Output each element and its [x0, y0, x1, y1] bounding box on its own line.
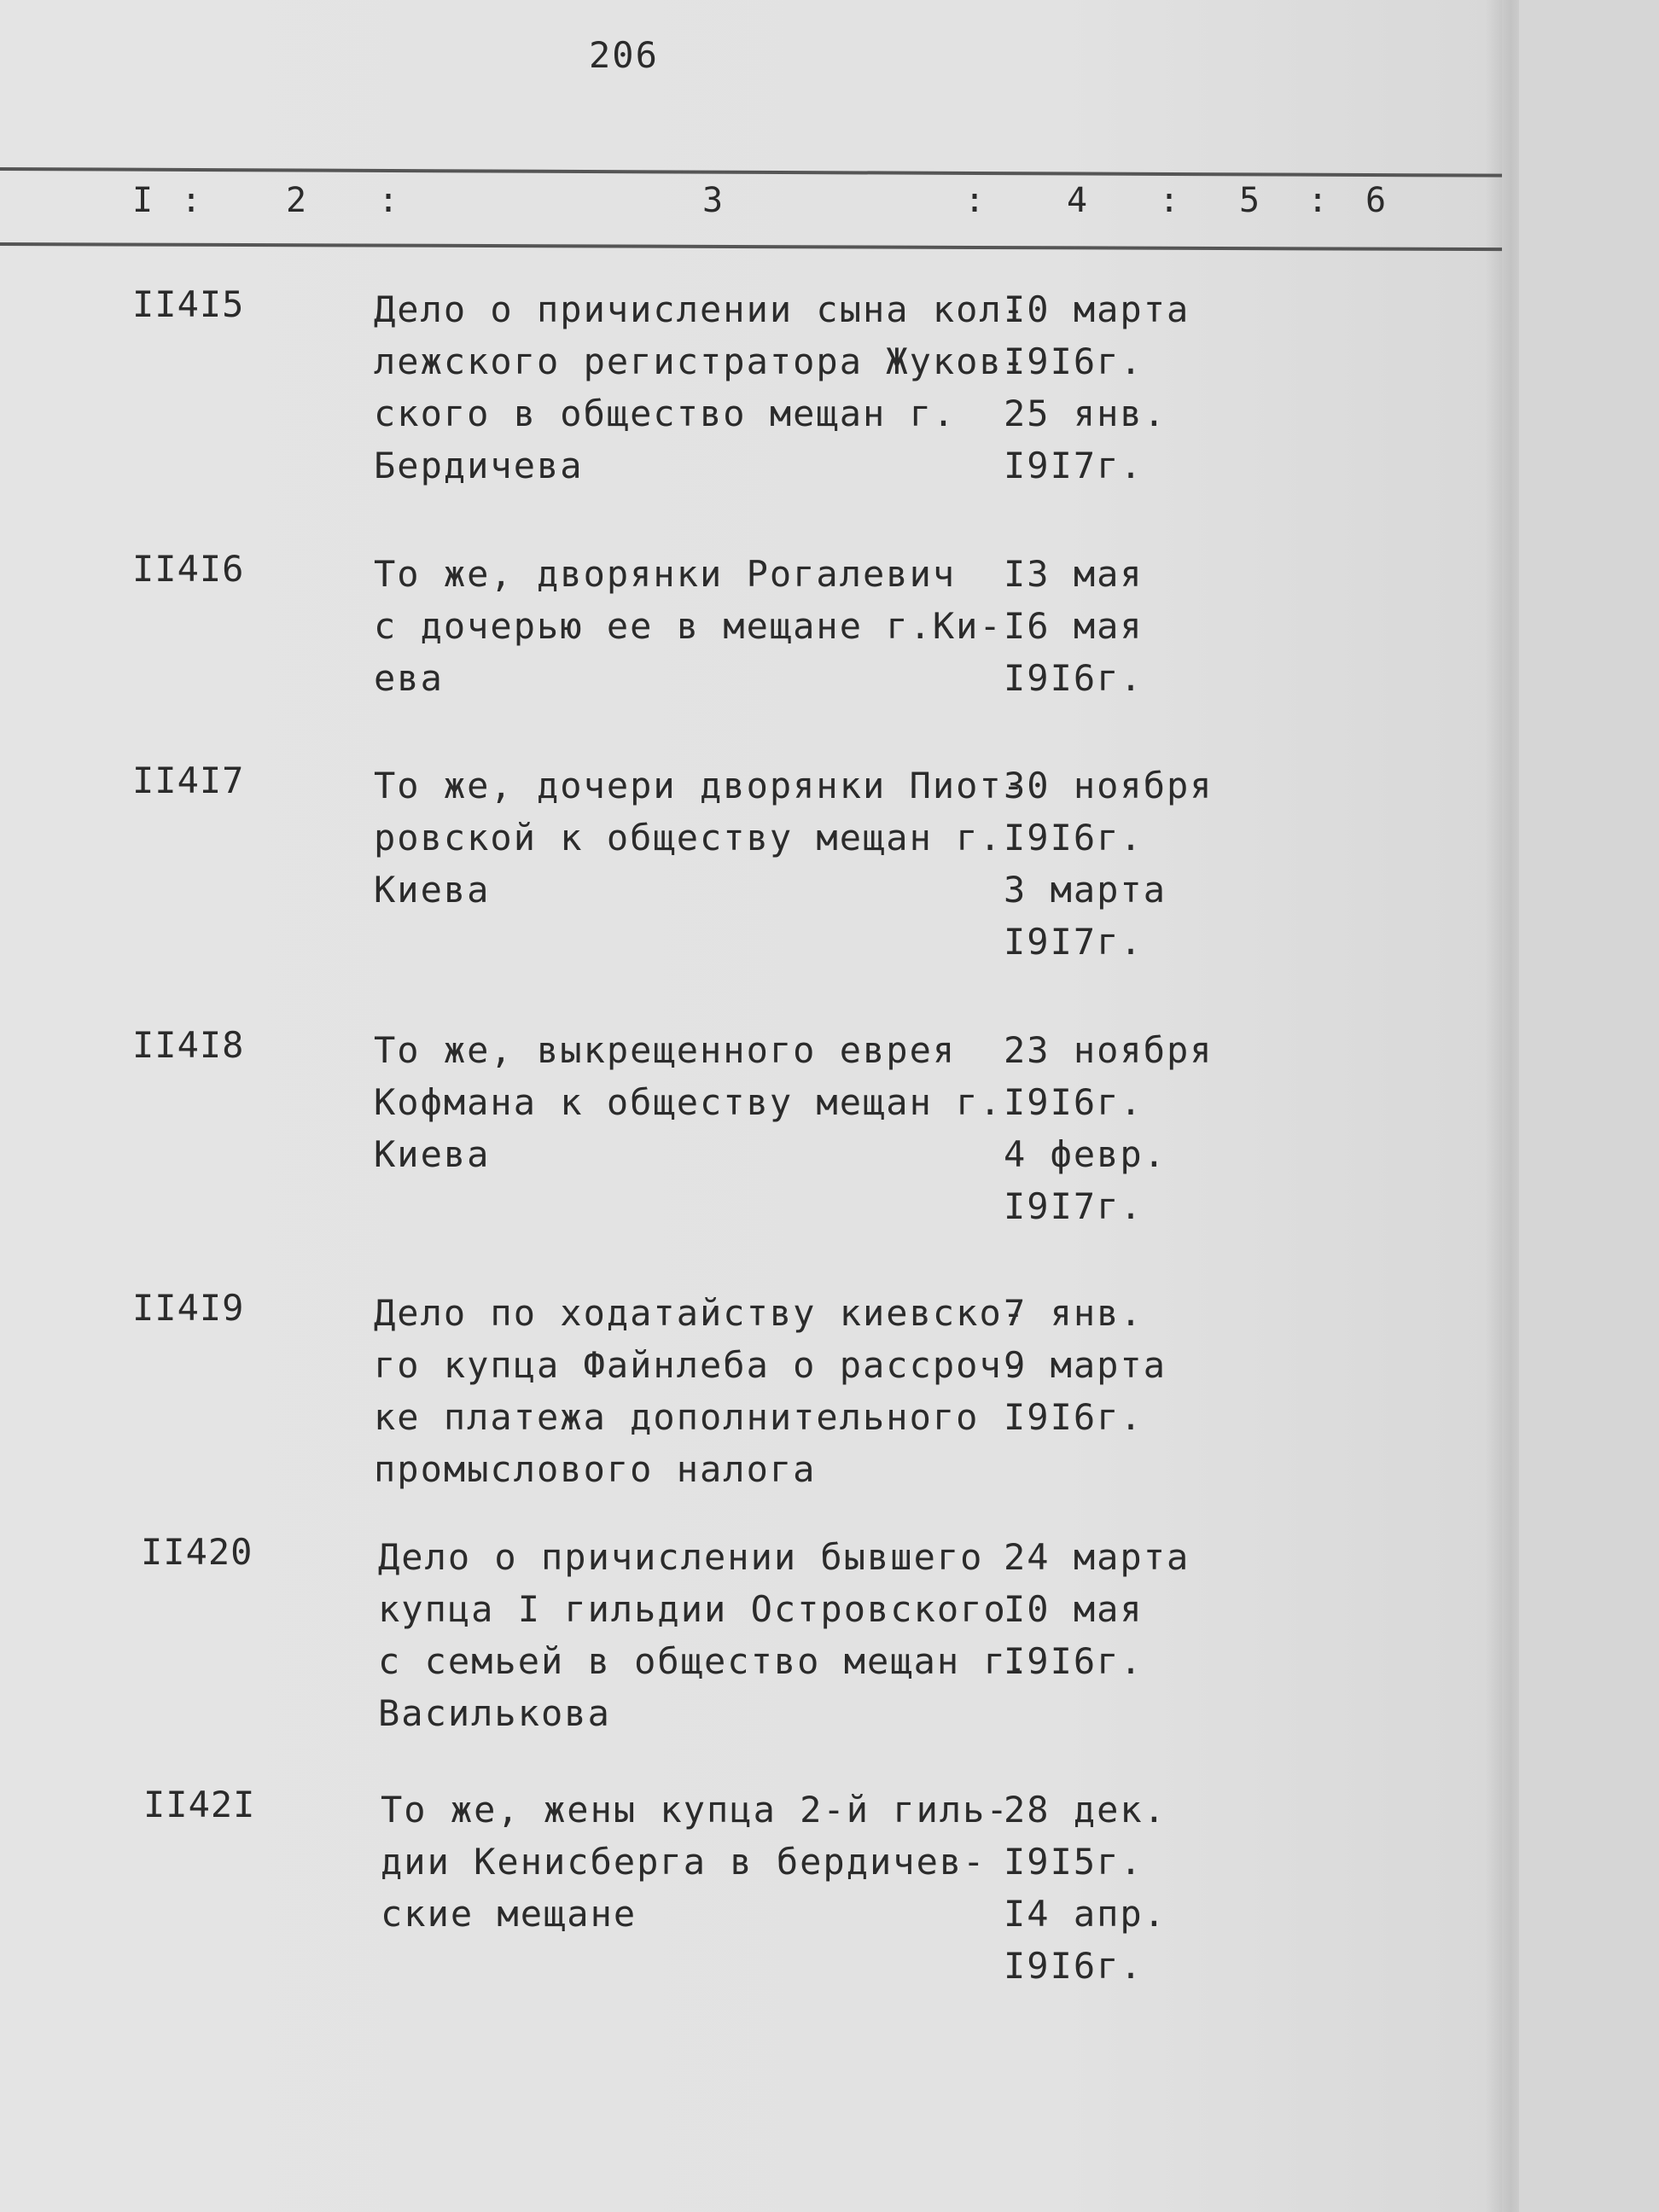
- title-line: Киева: [374, 1133, 491, 1175]
- title-line: го купца Файнлеба о рассроч-: [374, 1344, 1027, 1386]
- date-line: 28 дек.: [1004, 1789, 1167, 1831]
- date-line: I6 мая: [1004, 605, 1144, 647]
- page-number: 206: [589, 34, 659, 76]
- file-number: II4I9: [132, 1287, 245, 1329]
- date-line: I0 мая: [1004, 1588, 1144, 1630]
- title-line: промыслового налога: [374, 1448, 817, 1490]
- file-dates: [1004, 1024, 1260, 1232]
- title-line: ского в общество мещан г.: [374, 393, 957, 434]
- column-header-1: I: [132, 181, 154, 220]
- column-separator: :: [1159, 181, 1180, 220]
- date-line: I3 мая: [1004, 553, 1144, 595]
- date-line: 9 марта: [1004, 1344, 1167, 1386]
- date-line: 7 янв.: [1004, 1292, 1144, 1334]
- date-line: I9I6г.: [1004, 1640, 1144, 1682]
- column-separator: :: [378, 181, 399, 220]
- file-title: [381, 1784, 1010, 1940]
- file-number: II4I8: [132, 1024, 245, 1066]
- file-dates: [1004, 548, 1260, 704]
- column-header-5: 5: [1239, 181, 1260, 220]
- title-line: Киева: [374, 869, 491, 911]
- title-line: То же, выкрещенного еврея: [374, 1029, 957, 1071]
- date-line: I9I5г.: [1004, 1841, 1144, 1883]
- file-dates: [1004, 1531, 1260, 1687]
- date-line: I4 апр.: [1004, 1893, 1167, 1935]
- title-line: дии Кенисберга в бердичев-: [381, 1841, 987, 1883]
- file-dates: [1004, 283, 1260, 492]
- file-dates: [1004, 1784, 1260, 1992]
- file-number: II4I6: [132, 548, 245, 590]
- column-header-2: 2: [286, 181, 307, 220]
- date-line: 23 ноября: [1004, 1029, 1214, 1071]
- title-line: ке платежа дополнительного: [374, 1396, 980, 1438]
- date-line: I9I6г.: [1004, 1396, 1144, 1438]
- date-line: I9I6г.: [1004, 1081, 1144, 1123]
- file-dates: [1004, 1287, 1260, 1443]
- title-line: с дочерью ее в мещане г.Ки-: [374, 605, 1003, 647]
- file-number: II4I7: [132, 760, 245, 801]
- date-line: 3 марта: [1004, 869, 1167, 911]
- file-title: [374, 283, 1027, 492]
- date-line: 25 янв.: [1004, 393, 1167, 434]
- title-line: лежского регистратора Жуков-: [374, 341, 1027, 382]
- column-separator: :: [964, 181, 986, 220]
- date-line: 30 ноября: [1004, 765, 1214, 806]
- date-line: 24 марта: [1004, 1536, 1190, 1578]
- date-line: I9I6г.: [1004, 341, 1144, 382]
- background-margin: [1519, 0, 1659, 2212]
- title-line: ева: [374, 657, 444, 699]
- title-line: ские мещане: [381, 1893, 637, 1935]
- title-line: То же, жены купца 2-й гиль-: [381, 1789, 1010, 1831]
- title-line: Бердичева: [374, 445, 584, 486]
- title-line: Дело о причислении бывшего: [378, 1536, 984, 1578]
- title-line: Василькова: [378, 1692, 611, 1734]
- date-line: I9I7г.: [1004, 921, 1144, 963]
- title-line: купца I гильдии Островского: [378, 1588, 1007, 1630]
- file-title: [374, 1287, 1027, 1495]
- title-line: с семьей в общество мещан г.: [378, 1640, 1031, 1682]
- column-separator: :: [181, 181, 202, 220]
- date-line: I9I7г.: [1004, 445, 1144, 486]
- column-separator: :: [1307, 181, 1329, 220]
- column-header-3: 3: [702, 181, 724, 220]
- file-title: [374, 548, 1003, 704]
- file-title: [374, 1024, 1003, 1180]
- date-line: I9I6г.: [1004, 1945, 1144, 1987]
- date-line: I0 марта: [1004, 288, 1190, 330]
- title-line: То же, дворянки Рогалевич: [374, 553, 957, 595]
- date-line: 4 февр.: [1004, 1133, 1167, 1175]
- file-number: II4I5: [132, 283, 245, 325]
- file-dates: [1004, 760, 1260, 968]
- title-line: Дело о причислении сына кол-: [374, 288, 1027, 330]
- file-title: [378, 1531, 1031, 1739]
- date-line: I9I6г.: [1004, 657, 1144, 699]
- file-number: II420: [141, 1531, 253, 1573]
- file-number: II42I: [143, 1784, 256, 1825]
- file-title: [374, 760, 1027, 916]
- title-line: То же, дочери дворянки Пиот-: [374, 765, 1027, 806]
- title-line: Дело по ходатайству киевско-: [374, 1292, 1027, 1334]
- title-line: Кофмана к обществу мещан г.: [374, 1081, 1003, 1123]
- date-line: I9I7г.: [1004, 1185, 1144, 1227]
- column-header-4: 4: [1067, 181, 1088, 220]
- column-header-6: 6: [1365, 181, 1387, 220]
- date-line: I9I6г.: [1004, 817, 1144, 859]
- title-line: ровской к обществу мещан г.: [374, 817, 1003, 859]
